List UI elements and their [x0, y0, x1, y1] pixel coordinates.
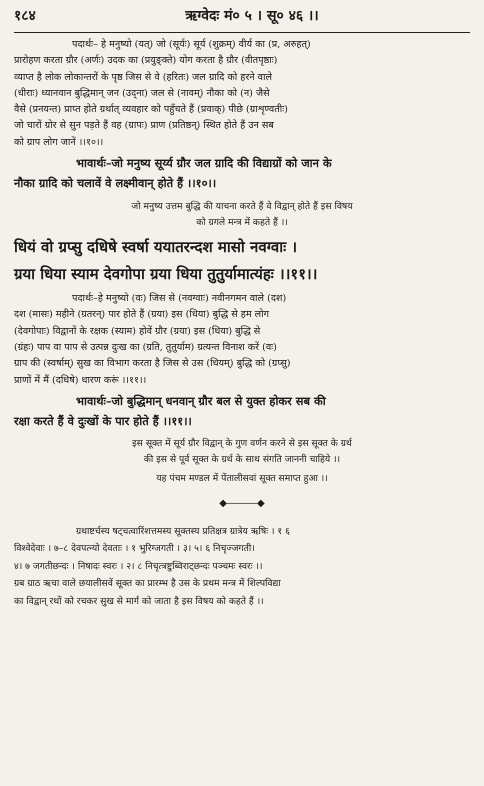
anukramani-line: ४। ७ जगतीछन्दः । निषादः स्वरः । २। ८ निचृत्त्रष्टुब्विराट्छन्दः पञ्चमः स्वरः ।।: [14, 560, 263, 572]
padartha-10-line: प्रारोहण करता ग्रौर (अर्णः) उदक का (प्रयुङ्क्ते) योग करता है ग्रौर (वीतपृष्ठाः): [14, 55, 278, 67]
padartha-10-line: (धीराः) ध्यानवान बुद्धिमान् जन (उद्ना) जल से (नावम्) नौका को (न) जैसे: [14, 87, 270, 99]
next-sukta-header: [14, 523, 470, 611]
mantra-line-1: धियं वो ग्रप्सु दधिषे स्वर्षा ययातरन्दश मासो नवग्वाः ।: [14, 238, 298, 257]
padartha-11-line: दश (मासः) महीने (ग्रतरन्) पार होते हैं (ग्रया) इस (धिया) बुद्धि से हम लोग: [14, 309, 270, 321]
bhavartha-11-line: रक्षा करते हैं वे दुःखों के पार होते हैं ।।११।।: [14, 413, 192, 428]
padartha-10: [14, 37, 470, 53]
padartha-10-line: व्याप्त है लोक लोकान्तरों के पृष्ठ जिस से वे (हरितः) जल ग्रादि को हरने वाले: [14, 71, 272, 83]
sukta-intro-line: का विद्वान् रथों को रचकर सुख से मार्ग को जाता है इस विषय को कहते हैं ।।: [14, 595, 264, 607]
anukramani-line: विश्वेदेवाः । ७–८ देवपत्न्यो देवताः । १ भुरिग्जगती । ३। ५। ६ निचृज्जगती।: [14, 543, 255, 555]
bhavartha-10-line: भावार्थः–जो मनुष्य सूर्य्य ग्रौर जल ग्रादि की विद्याग्रों को जान के: [76, 156, 332, 171]
conclusion: [14, 436, 470, 487]
padartha-10-line: पदार्थः– हे मनुष्यो (यत्) जो (सूर्यः) सूर्य (शुक्रम्) वीर्य का (प्र, अरुहत्): [72, 39, 311, 50]
bhavartha-11: [14, 391, 470, 431]
padartha-10-line: जो चारों ग्रोर से सुन पड़ते हैं वह (ग्रापः) प्राण (प्रतिष्ठन्) स्थित होते हैं उन सब: [14, 120, 274, 132]
header-rule: [14, 32, 470, 33]
padartha-10-line: वैसे (प्रनयन्त) प्राप्त होते ग्रर्थात् व्यवहार को पहुँचते हैं (प्रवाक्) पीछे (ग्राशृण्वतीः): [14, 104, 288, 116]
padartha-11-line: प्राणों में मैं (दधिषे) धारण करूं ।।११।।: [14, 374, 147, 386]
mantra-11: [14, 234, 470, 288]
anukramani-line: ग्रथाष्टर्चस्य षट्चत्वारिंशत्तमस्य सूक्तस्य प्रतिक्षत्र ग्रात्रेय ऋषिः । १ ६: [76, 525, 290, 537]
padartha-10-body: [14, 53, 470, 151]
intro-11: [14, 199, 470, 231]
conclusion-line: की इस से पूर्व सूक्त के ग्रर्थ के साथ संगति जाननी चाहिये ।।: [143, 453, 341, 465]
padartha-11-line: (ग्रंहः) पाप वा पाप से उत्पन्न दुःख का (ग्रति, तुतुर्याम) ग्रत्यन्त विनाश करें (वः): [14, 341, 277, 353]
conclusion-line: इस सूक्त में सूर्य ग्रौर विद्वान् के गुण वर्णन करने से इस सूक्त के ग्रर्थ: [132, 437, 352, 449]
mantra-line-2: ग्रया धिया स्याम देवगोपा ग्रया धिया तुतुर्यामात्यंहः ।।११।।: [14, 265, 318, 284]
page-header: [14, 6, 470, 32]
intro-line: जो मनुष्य उत्तम बुद्धि की याचना करते हैं वे विद्वान् होते हैं इस विषय: [131, 201, 353, 213]
running-title: ऋग्वेदः मं० ५ । सू० ४६ ।।: [185, 8, 319, 24]
bhavartha-10: [14, 153, 470, 193]
bhavartha-10-line: नौका ग्रादि को चलावें वे लक्ष्मीवान् होते हैं ।।१०।।: [14, 176, 217, 191]
section-ornament: ◆―――◆: [219, 497, 265, 509]
padartha-11-line: ग्राप की (स्वर्षाम्) सुख का विभाग करता है जिस से उस (धियम्) बुद्धि को (ग्रप्सु): [14, 358, 291, 370]
sukta-end-line: यह पंचम मण्डल में पेंतालीसवां सूक्त समाप्त हुआ ।।: [156, 472, 328, 484]
padartha-11: [14, 291, 470, 389]
page-number: १८४: [14, 8, 36, 24]
padartha-11-line: (देवगोपाः) विद्वानों के रक्षक (स्याम) होवें ग्रौर (ग्रया) इस (धिया) बुद्धि से: [14, 325, 261, 337]
padartha-10-line: को ग्राप लोग जानें ।।१०।।: [14, 136, 104, 148]
bhavartha-11-line: भावार्थः–जो बुद्धिमान् धनवान् ग्रौर बल से युक्त होकर सब की: [76, 393, 326, 408]
intro-line: को ग्रगले मन्त्र में कहते हैं ।।: [196, 217, 288, 229]
padartha-11-line: पदार्थः–हे मनुष्यो (वः) जिस से (नवग्वाः) नवीनगमन वाले (दश): [72, 293, 287, 305]
sukta-intro-line: ग्रब ग्राठ ऋचा वाले छयालीसवें सूक्त का प्रारम्भ है उस के प्रथम मन्त्र में शिल्पविद्या: [14, 578, 281, 590]
